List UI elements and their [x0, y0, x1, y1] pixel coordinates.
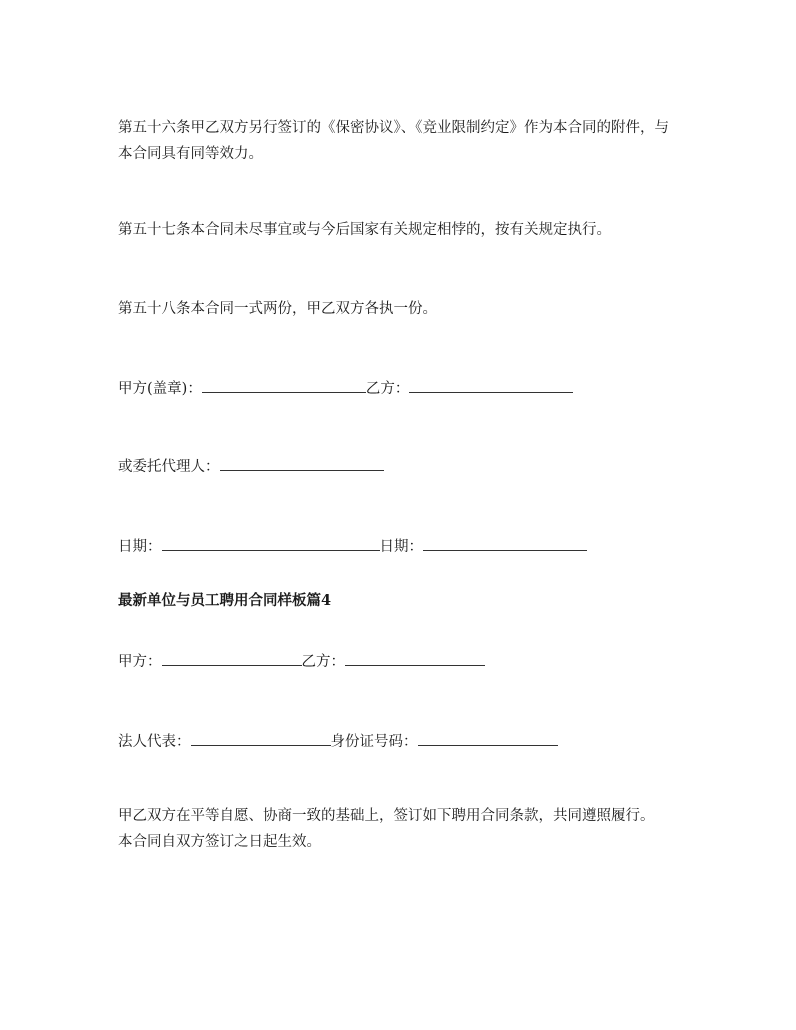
article-58: 第五十八条本合同一式两份，甲乙双方各执一份。 [118, 301, 437, 317]
signature-line-parties [118, 378, 573, 399]
party-a-label: 甲方： [118, 654, 162, 670]
date-b-label: 日期： [379, 539, 423, 555]
parties-line [118, 651, 485, 672]
party-b-blank [409, 378, 573, 393]
party-b-name-blank [345, 651, 485, 666]
agent-label: 或委托代理人： [118, 459, 220, 475]
contract-intro: 甲乙双方在平等自愿、协商一致的基础上，签订如下聘用合同条款，共同遵照履行。本合同自双方签订之日起生效。 [118, 808, 655, 850]
article-57: 第五十七条本合同未尽事宜或与今后国家有关规定相悖的，按有关规定执行。 [118, 222, 611, 238]
date-a-label: 日期： [118, 539, 162, 555]
date-line [118, 536, 587, 557]
id-number-blank [418, 731, 558, 746]
agent-line [118, 456, 384, 477]
date-a-blank [162, 536, 380, 551]
party-b-label: 乙方： [365, 381, 410, 397]
party-a-name-blank [162, 651, 302, 666]
legal-rep-blank [191, 731, 331, 746]
id-number-label: 身份证号码： [330, 734, 418, 750]
legal-rep-label: 法人代表： [118, 734, 191, 750]
agent-blank [220, 456, 384, 471]
party-a-seal-label: 甲方(盖章)： [118, 381, 202, 397]
article-56: 第五十六条甲乙双方另行签订的《保密协议》、《竞业限制约定》作为本合同的附件，与本合同具有同等效力。 [118, 120, 669, 162]
legal-rep-line [118, 731, 558, 752]
party-b-label-2: 乙方： [301, 654, 345, 670]
section-heading: 最新单位与员工聘用合同样板篇4 [118, 592, 332, 609]
date-b-blank [423, 536, 587, 551]
party-a-blank [202, 378, 366, 393]
